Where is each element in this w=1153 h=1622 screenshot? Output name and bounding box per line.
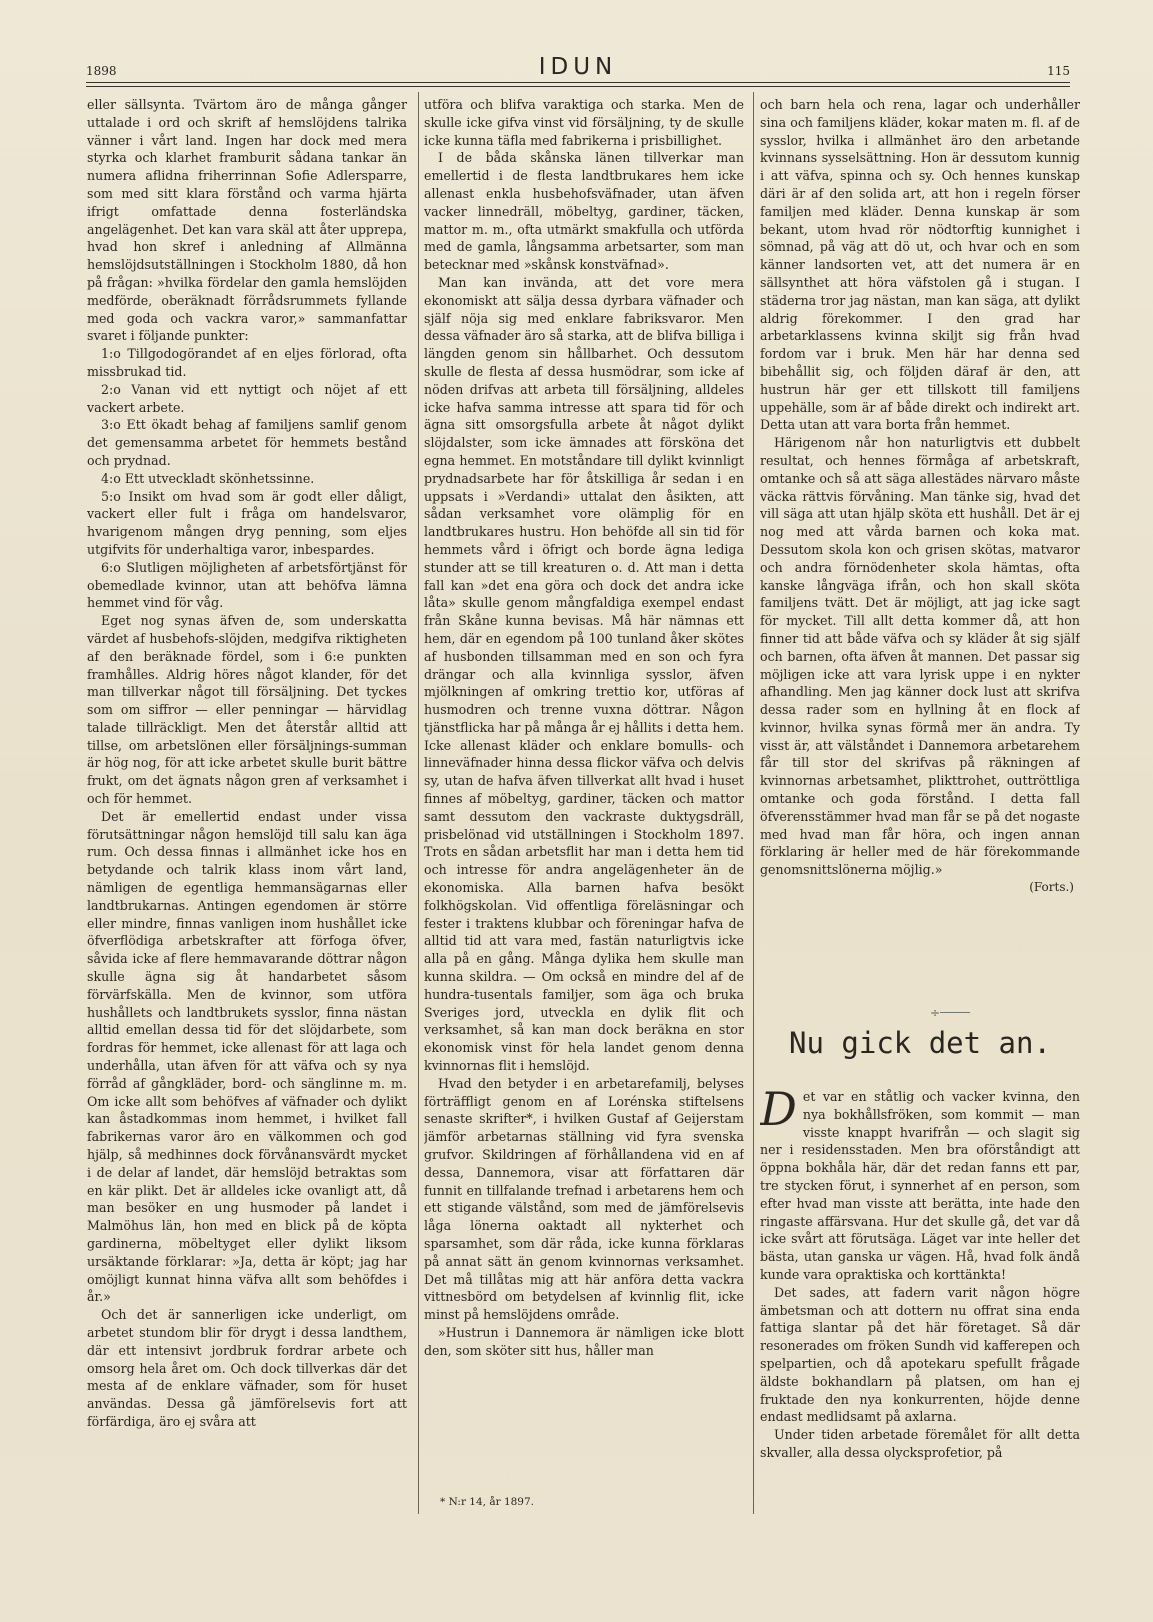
paragraph: 1:o Tillgodogörandet af en eljes förlorad, ofta missbrukad tid. <box>87 346 407 379</box>
story-text: et var en ståtlig och vacker kvinna, den nya bokhållsfröken, som kommit — man visste knappt hvarifrån — och slagit sig ner i residensstaden. Men bra oförståndigt att öppna bokhåla här, där det redan fanns ett par, tre stycken förut, i synnerhet af en person, som efter hvad man visste att berätta, inte hade den ringaste affärsvana. Hur det skulle gå, det var då icke svårt att förutsäga. Läget var inte heller det bästa, utan ganska ur vägen. Hå, hvad folk ändå kunde vara opraktiska och korttänkta! <box>760 1089 1080 1282</box>
paragraph: I de båda skånska länen tillverkar man emellertid i de flesta landtbrukares hem icke allenast enkla husbehofsväfnader, utan äfven vacker linnedräll, möbeltyg, gardiner, täcken, mattor m. m., ofta utmärkt smakfulla och utförda med de gamla, långsamma arbetsarter, som man betecknar med »skånsk konstväfnad». <box>424 150 744 273</box>
paragraph: 4:o Ett utveckladt skönhetssinne. <box>101 470 315 486</box>
paragraph: Det är emellertid endast under vissa förutsättningar någon hemslöjd till salu kan äga rum. Och dessa finnas i allmänhet icke hos en betydande och talrik klass inom vårt land, nämligen de egentliga hemmansägarnas eller landtbrukarnas. Antingen egendomen är större eller mindre, finnas vanligen inom hushållet icke öfverflödiga arbetskrafter att förfoga öfver, såvida icke af flere hemmavarande döttrar någon skulle ägna sig åt handarbetet såsom förvärfskälla. Men de kvinnor, som utföra hushållets och landtbrukets sysslor, finna nästan alltid emellan dessa tid för det slöjdarbete, som fordras för hemmet, icke allenast för att laga och underhålla, utan äfven för att väfva och sy nya förråd af gångkläder, bord- och sänglinne m. m. Om icke allt som behöfves af väfnader och dylikt kan åstadkommas inom hemmet, i hvilket fall fabrikernas varor äro en välkommen och god hjälp, så medhinnes dock förvånansvärdt mycket i de delar af landet, där hemslöjd betraktas som en kär plikt. Det är alldeles icke ovanligt att, då man besöker en ung husmoder på landet i Malmöhus län, hon med en blick på de köpta gardinerna, möbeltyget eller dylikt liksom ursäktande förklarar: »Ja, detta är köpt; jag har omöjligt kunnat hinna väfva allt som behöfdes i år.» <box>87 808 407 1305</box>
story-title: Nu gick det an. <box>789 1026 1051 1060</box>
paragraph: »Hustrun i Dannemora är nämligen icke blott den, som sköter sitt hus, håller man <box>424 1324 744 1358</box>
paragraph: Hvad den betyder i en arbetarefamilj, belyses förträffligt genom en af Lorénska stiftelsens senaste skrifter*, i hvilken Gustaf af Geijerstam jämför arbetarnas ställning vid fyra svenska grufvor. Skildringen af förhållandena vid en af dessa, Dannemora, visar att författaren där funnit en tillfalande trefnad i arbetarens hem och ett stigande välstånd, som med de jämförelsevis låga lönerna oaktadt all nykterhet och sparsamhet, som där råda, icke kunna förklaras på annat sätt än genom kvinnornas verksamhet. Det må tillåtas mig att här anföra detta vackra vittnesbörd om betydelsen af kvinnlig flit, icke minst på hemslöjdens område. <box>424 1075 744 1323</box>
header-rule-thin <box>86 86 1070 87</box>
paragraph: 3:o Ett ökadt behag af familjens samlif genom det gemensamma arbetet för hemmets bestånd och prydnad. <box>87 417 407 468</box>
paragraph: utföra och blifva varaktiga och starka. Men de skulle icke gifva vinst vid försäljning, ty de skulle icke kunna täfla med fabrikerna i prisbillighet. <box>424 97 744 148</box>
paragraph: Härigenom når hon naturligtvis ett dubbelt resultat, och hennes förmåga af arbetskraft, omtanke och så att säga allestädes närvaro måste väcka rättvis förvåning. Man tänke sig, hvad det vill säga att utan hjälp sköta ett hushåll. Det är ej nog med att vårda barnen och koka mat. Dessutom skola kon och grisen skötas, matvaror och andra förnödenheter skola hämtas, ofta kanske långväga ifrån, och hon skall sköta familjens tvätt. Det är möjligt, att jag icke sagt för mycket. Till allt detta kommer då, att hon finner tid att både väfva och sy kläder åt sig själf och barnen, ofta äfven åt mannen. Det passar sig möjligen icke att vara lyrisk uppe i en nykter afhandling. Men jag känner dock lust att skrifva dessa rader som en hyllning åt en flock af kvinnor, hvilka synas förmå mer än andra. Ty visst är, att välståndet i Dannemora arbetarehem får till stor del skrifvas på räkningen af kvinnornas arbetsamhet, plikttrohet, outtröttliga omtanke och goda förstånd. I detta fall öfverensstämmer hvad man får se på det nogaste med hvad man får höra, och ingen annan förklaring är heller med de här förekommande genomsnittslönerna möjlig.» <box>760 435 1080 878</box>
ornament-icon: ÷ <box>930 1006 941 1020</box>
continued-note: (Forts.) <box>1029 880 1074 895</box>
story-paragraph <box>760 1088 1080 1284</box>
column-1 <box>87 96 407 1516</box>
story-paragraph: Det sades, att fadern varit någon högre ämbetsman och att dottern nu offrat sina enda fattiga slantar på det här företaget. Så där resonerades om fröken Sundh vid kafferepen och spelpartien, och då apotekaru spefullt frågade äldste bokhandlarn på platsen, om han ej fruktade den nya konkurrenten, höjde denne endast medlidsamt på axlarna. <box>760 1284 1080 1425</box>
paragraph: och barn hela och rena, lagar och underhåller sina och familjens kläder, kokar maten m. fl. af de sysslor, hvilka i allmänhet äro den arbetande kvinnans sysselsättning. Hon är dessutom kunnig i att väfva, spinna och sy. Och hennes kunskap däri är af den solida art, att hon i regeln förser familjen med kläder. Denna kunskap är som bekant, utom hvad rör nödtorftig kunnighet i sömnad, på väg att dö ut, och hvar och en som känner landsorten vet, att det numera är en sällsynthet att höra väfstolen gå i stugan. I städerna tror jag nästan, man kan säga, att dylikt aldrig förekommer. I den grad har arbetarklassens kvinna skiljt sig från hvad fordom var i bruk. Men här har denna sed bibehållit sig, och följden däraf är den, att hustrun här ger ett tillskott till familjens uppehälle, som är af både direkt och indirekt art. Detta utan att vara borta från hemmet. <box>760 97 1080 433</box>
separator-rule <box>940 1012 970 1013</box>
paragraph: 2:o Vanan vid ett nyttigt och nöjet af ett vackert arbete. <box>87 381 407 415</box>
header-page-number: 115 <box>1047 64 1070 78</box>
header-rule <box>86 82 1070 83</box>
paragraph: Eget nog synas äfven de, som underskatta värdet af husbehofs-slöjden, medgifva riktigheten af den beräknade fördel, som i 6:e punkten framhålles. Aldrig höres något klander, för det man tillverkar något till försäljning. Det tyckes som om siffror — eller penningar — härvidlag talade tillräckligt. Men det återstår alltid att tillse, om arbetslönen eller försäljnings-summan är hög nog, för att icke arbetet skulle burit bättre frukt, om det ägnats någon gren af verksamhet i och för hemmet. <box>87 613 407 807</box>
dropcap: D <box>760 1088 797 1136</box>
paragraph: Och det är sannerligen icke underligt, om arbetet stundom blir för drygt i dessa landthem, där ett intensivt jordbruk fordrar arbete och omsorg hela året om. Och dock tillverkas där det mesta af de enklare väfnader, som för huset användas. Dessa gå jämförelsevis fort att förfärdiga, äro ej svåra att <box>87 1307 407 1429</box>
page-header <box>86 54 1070 80</box>
header-year: 1898 <box>86 64 117 78</box>
paragraph: Man kan invända, att det vore mera ekonomiskt att sälja dessa dyrbara väfnader och själf nöja sig med enklare fabriksvaror. Men dessa väfnader äro så starka, att de blifva billiga i längden genom sin hållbarhet. Och dessutom skulle de flesta af dessa husmödrar, som icke af nöden drifvas att arbeta till försäljning, alldeles icke hafva samma intresse att spara tid för och ägna sitt omsorgsfulla arbete åt något dylikt slöjdalster, som icke ämnades att försköna det egna hemmet. En motståndare till dylikt kvinnligt prydnadsarbete har för åtskilliga år sedan i en uppsats i »Verdandi» uttalat den åsikten, att sådan verksamhet vore olämplig för en landtbrukares hustru. Hon behöfde all sin tid för hemmets vård i öfrigt och borde ägna lediga stunder att se till kreaturen o. d. Att man i detta fall kan »det ena göra och dock det andra icke låta» skulle genom mångfaldiga exempel endast från Skåne kunna bevisas. Må här nämnas ett hem, där en egendom på 100 tunland åker skötes af husbonden tillsamman med en son och fyra drängar och alla kvinnliga sysslor, äfven mjölkningen af omkring trettio kor, utföras af husmodren och trenne vuxna döttrar. Någon tjänstflicka har på många år ej hållits i detta hem. Icke allenast kläder och enklare bomulls- och linneväfnader hinna dessa flickor väfva och delvis sy, utan de hafva äfven tillverkat allt hvad i huset finnes af möbeltyg, gardiner, täcken och mattor samt dessutom den vackraste duktygsdräll, prisbelönad vid utställningen i Stockholm 1897. Trots en sådan arbetsflit har man i detta hem tid och intresse för andra angelägenheter än de ekonomiska. Alla barnen hafva besökt folkhögskolan. Vid offentliga föreläsningar och fester i traktens klubbar och föreningar hafva de alltid tid att vara med, fastän naturligtvis icke alla på en gång. Många dylika hem skulle man kunna skildra. — Om också en mindre del af de hundra-tusentals familjer, som äga och bruka Sveriges jord, utveckla en dylik flit och verksamhet, så kan man dock beräkna en stor ekonomisk vinst för hela landet genom denna kvinnornas flit i hemslöjd. <box>424 274 744 1074</box>
column-divider <box>753 92 754 1514</box>
column-2 <box>424 96 744 1516</box>
paragraph: 5:o Insikt om hvad som är godt eller dåligt, vackert eller fult i fråga om handelsvaror, hvarigenom mången dryg penning, som eljes utgifvits för underhaltiga varor, inbespardes. <box>87 488 407 557</box>
column-divider <box>418 92 419 1514</box>
column-3 <box>760 96 1080 956</box>
paragraph: 6:o Slutligen möjligheten af arbetsförtjänst för obemedlade kvinnor, utan att behöfva lämna hemmet vind för våg. <box>87 559 407 611</box>
story-body <box>760 1088 1080 1506</box>
paragraph: eller sällsynta. Tvärtom äro de många gånger uttalade i ord och skrift af hemslöjdens talrika vänner i vårt land. Ingen har dock med mera styrka och klarhet framburit sådana tankar än numera aflidna friherrinnan Sofie Adlersparre, som med sitt klara förstånd och varma hjärta ifrigt omfattade denna fosterländska angelägenhet. Det kan vara skäl att åter upprepa, hvad hon skref i anledning af Allmänna hemslöjdsutställningen i Stockholm 1880, då hon på frågan: »hvilka fördelar den gamla hemslöjden medförde, oberäknadt förrådsrummets fyllande med goda och vackra varor,» sammanfattar svaret i följande punkter: <box>87 97 407 344</box>
footnote: * N:r 14, år 1897. <box>440 1496 535 1508</box>
story-paragraph: Under tiden arbetade föremålet för allt detta skvaller, alla dessa olycksprofetior, på <box>760 1427 1080 1460</box>
header-title: IDUN <box>538 54 618 80</box>
